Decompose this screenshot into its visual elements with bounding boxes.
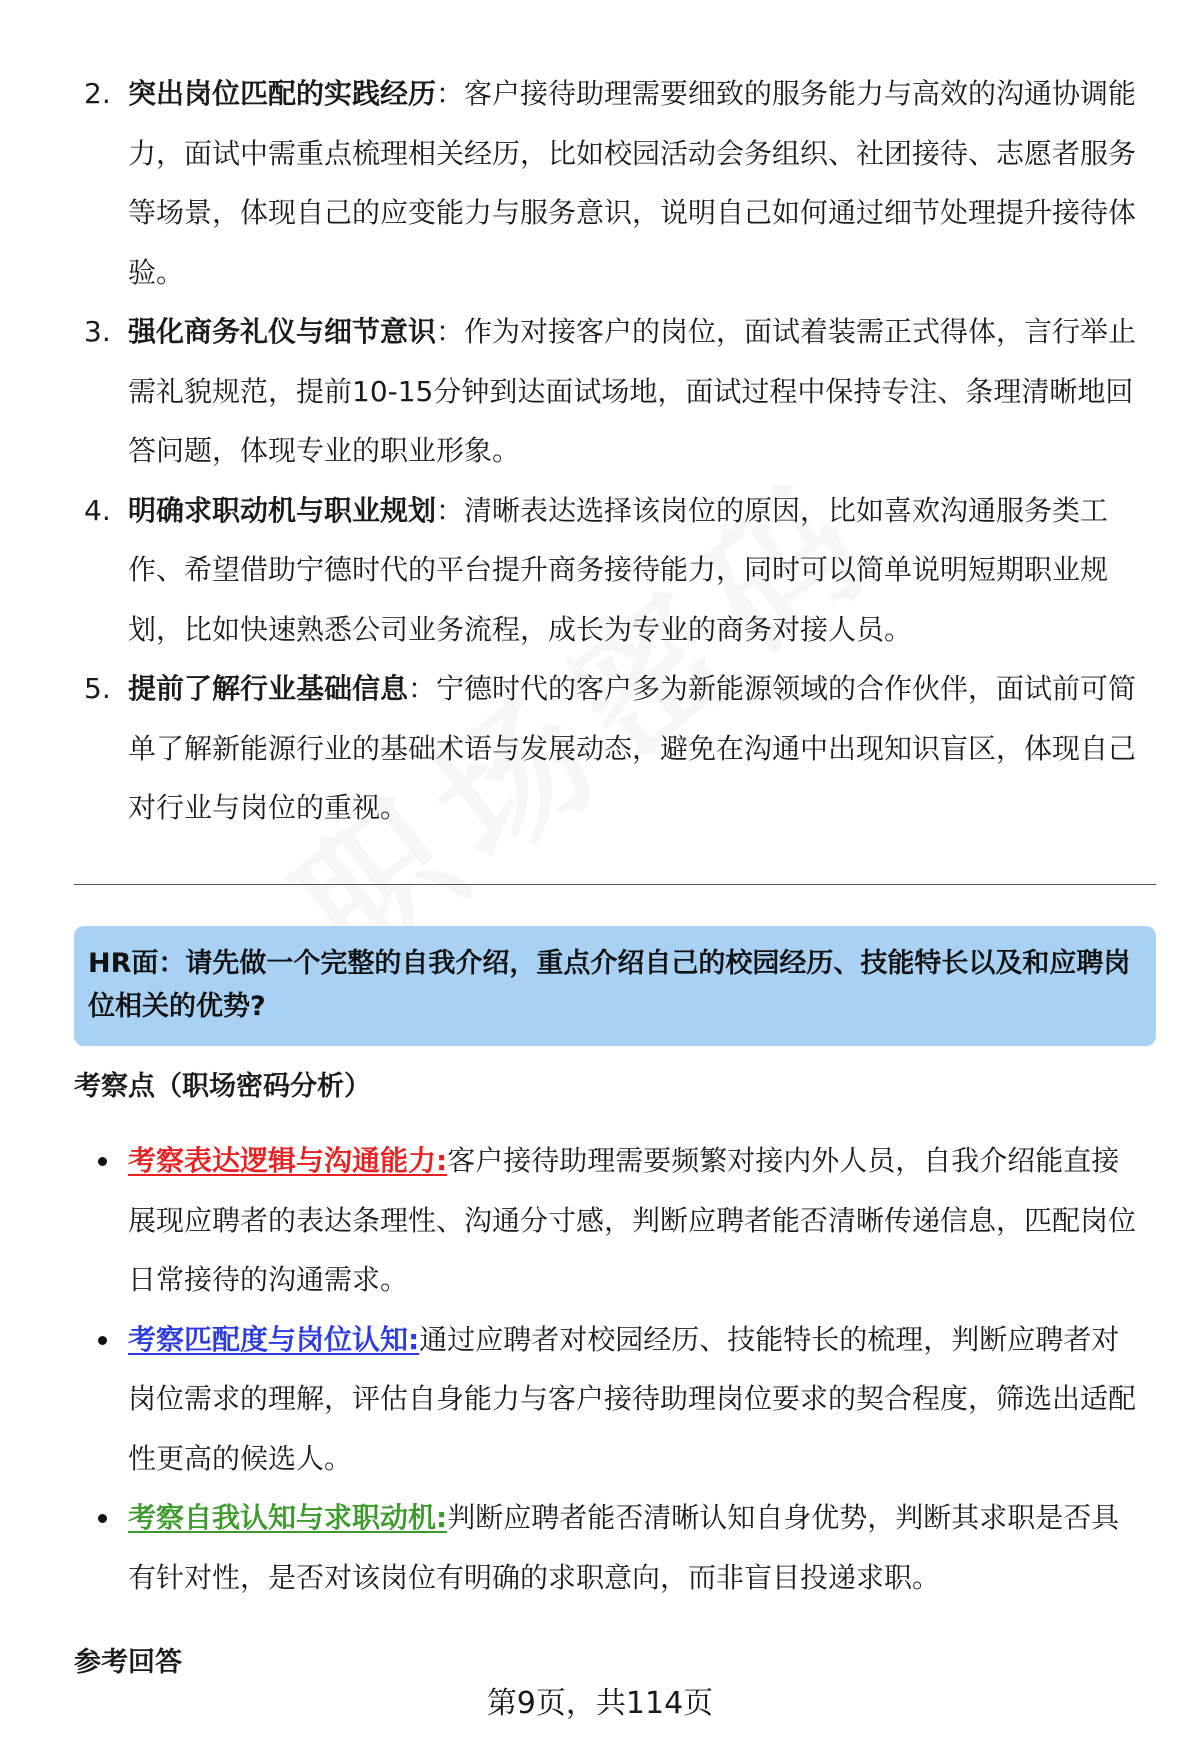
page-footer: 第9页，共114页 (486, 1686, 714, 1721)
list-item-number: 3. (84, 315, 111, 348)
list-item-text: ：作为对接客户的岗位，面试着装需正式得体，言行举止需礼貌规范，提前10-15分钟到达面试场地，面试过程中保持专注、条理清晰地回答问题，体现专业的职业形象。 (128, 315, 1137, 467)
answer-heading: 参考回答 (74, 1647, 182, 1678)
point-text: 判断应聘者能否清晰认知自身优势，判断其求职是否具有针对性，是否对该岗位有明确的求职意向，而非盲目投递求职。 (128, 1501, 1120, 1594)
list-item-title: 明确求职动机与职业规划 (128, 493, 437, 527)
interview-question: HR面：请先做一个完整的自我介绍，重点介绍自己的校园经历、技能特长以及和应聘岗位相关的优势? (88, 948, 1131, 1022)
analysis-points (96, 1131, 1146, 1607)
analysis-heading: 考察点（职场密码分析） (74, 1071, 371, 1102)
list-item (84, 481, 1144, 660)
list-item-text: ：客户接待助理需要细致的服务能力与高效的沟通协调能力，面试中需重点梳理相关经历，比如校园活动会务组织、社团接待、志愿者服务等场景，体现自己的应变能力与服务意识，说明自己如何通过细节处理提升接待体验。 (128, 77, 1137, 289)
list-item (84, 302, 1144, 481)
interview-question-box (74, 926, 1156, 1046)
section-divider (74, 884, 1156, 885)
point-keyword: 考察表达逻辑与沟通能力: (128, 1144, 448, 1177)
list-item-number: 4. (84, 493, 111, 527)
list-item-title: 强化商务礼仪与细节意识 (128, 315, 437, 348)
list-item (84, 64, 1144, 302)
list-item-text: ：清晰表达选择该岗位的原因，比如喜欢沟通服务类工作、希望借助宁德时代的平台提升商务接待能力，同时可以简单说明短期职业规划，比如快速熟悉公司业务流程，成长为专业的商务对接人员。 (128, 493, 1109, 646)
tips-list (84, 64, 1144, 838)
list-item-number: 5. (84, 672, 111, 705)
point-keyword: 考察自我认知与求职动机: (128, 1501, 448, 1534)
point-keyword: 考察匹配度与岗位认知: (128, 1322, 420, 1356)
point-text: 通过应聘者对校园经历、技能特长的梳理，判断应聘者对岗位需求的理解，评估自身能力与客户接待助理岗位要求的契合程度，筛选出适配性更高的候选人。 (128, 1322, 1137, 1475)
list-item-title: 突出岗位匹配的实践经历 (128, 77, 437, 110)
list-item (96, 1131, 1146, 1310)
list-item (84, 659, 1144, 838)
bullet-icon (98, 1336, 107, 1345)
bullet-icon (98, 1514, 107, 1523)
list-item (96, 1488, 1146, 1607)
list-item (96, 1310, 1146, 1489)
list-item-title: 提前了解行业基础信息 (128, 672, 409, 705)
bullet-icon (98, 1157, 107, 1166)
list-item-text: ：宁德时代的客户多为新能源领域的合作伙伴，面试前可简单了解新能源行业的基础术语与发展动态，避免在沟通中出现知识盲区，体现自己对行业与岗位的重视。 (128, 672, 1137, 824)
point-text: 客户接待助理需要频繁对接内外人员，自我介绍能直接展现应聘者的表达条理性、沟通分寸感，判断应聘者能否清晰传递信息，匹配岗位日常接待的沟通需求。 (128, 1144, 1137, 1296)
list-item-number: 2. (84, 77, 111, 110)
